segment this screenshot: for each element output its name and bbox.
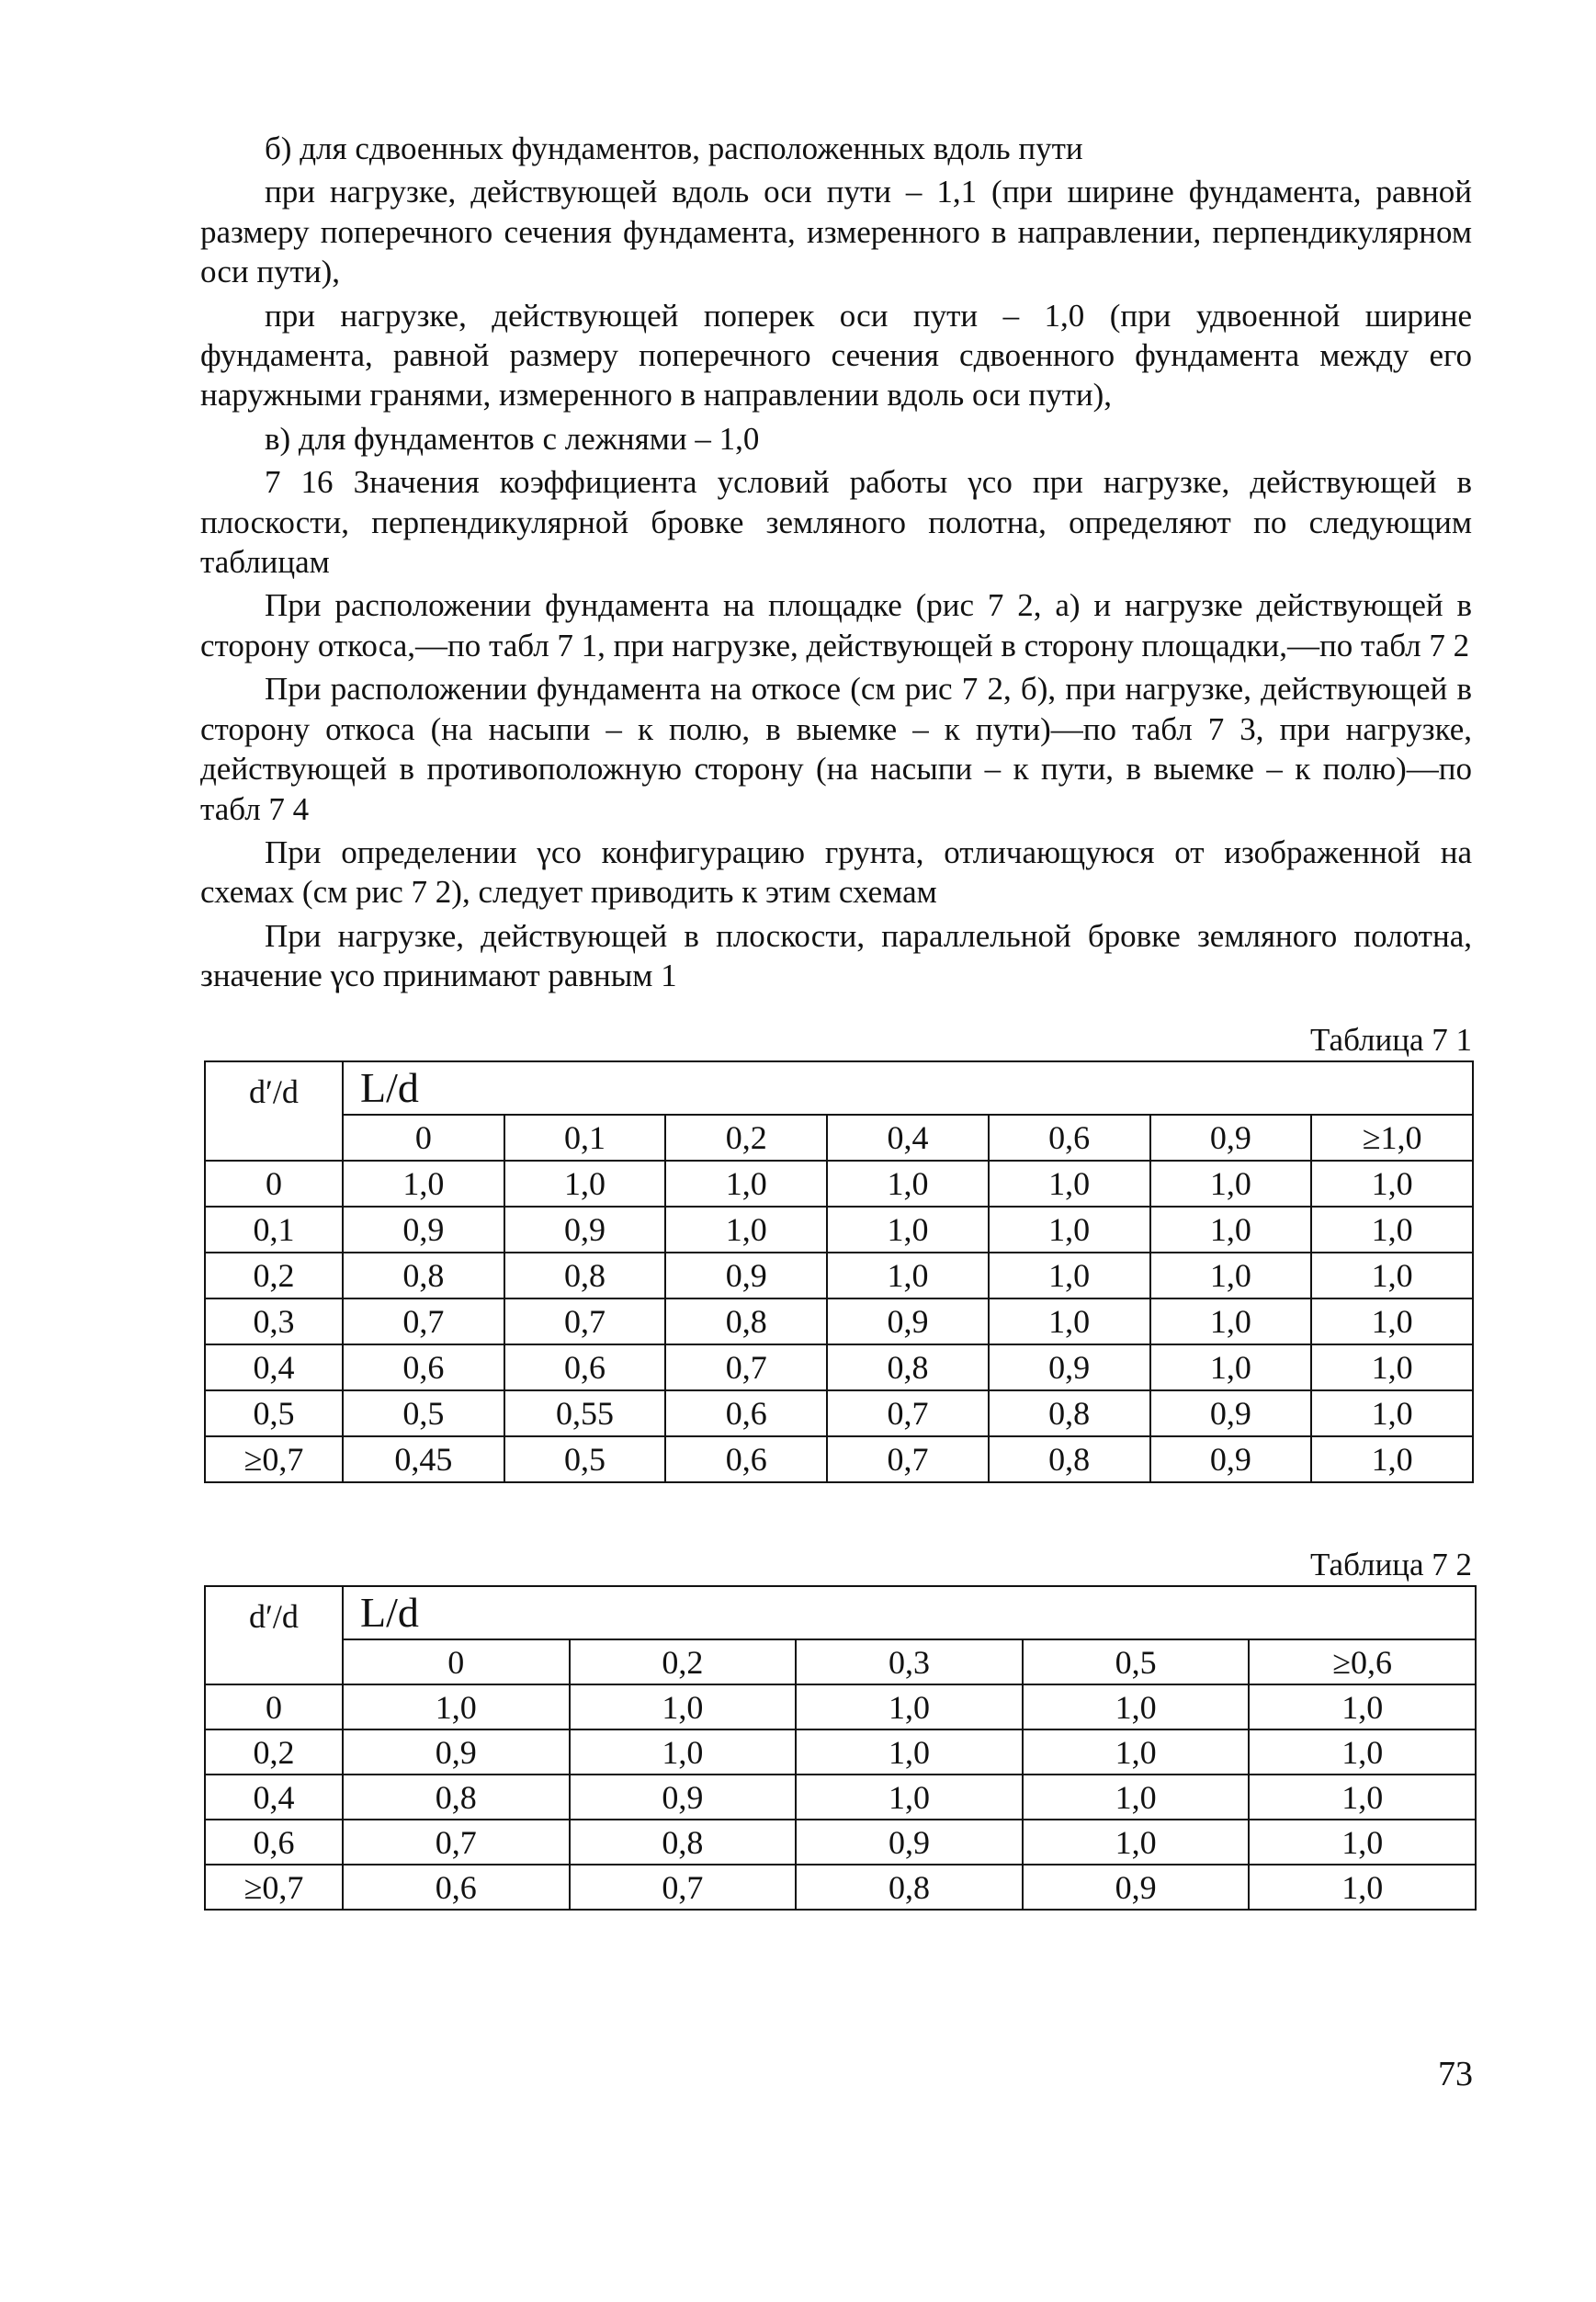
page-number: 73: [1438, 2055, 1473, 2093]
row-label: 0,4: [205, 1344, 343, 1390]
table-cell: 1,0: [1150, 1207, 1312, 1253]
table-row: [205, 1390, 1473, 1436]
table-cell: 0,9: [570, 1775, 797, 1820]
table-cell: 1,0: [1023, 1684, 1250, 1729]
table-row: [205, 1298, 1473, 1344]
table-cell: 1,0: [989, 1253, 1150, 1298]
column-header: ≥1,0: [1311, 1115, 1473, 1161]
table-cell: 0,7: [504, 1298, 666, 1344]
table-cell: 1,0: [1311, 1390, 1473, 1436]
corner-header: d′/d: [205, 1586, 343, 1684]
column-header: 0,5: [1023, 1639, 1250, 1684]
table-cell: 1,0: [1311, 1253, 1473, 1298]
table-row: [205, 1161, 1473, 1207]
table-row: [205, 1775, 1476, 1820]
table-cell: 0,7: [827, 1436, 989, 1482]
paragraph: При нагрузке, действующей в плоскости, параллельной бровке земляного полотна, значение γco принимают равным 1: [200, 917, 1472, 994]
table-cell: 1,0: [570, 1684, 797, 1729]
table-cell: 0,7: [343, 1298, 504, 1344]
table-row: [205, 1253, 1473, 1298]
table-cell: 1,0: [1023, 1820, 1250, 1865]
table-cell: 0,6: [665, 1436, 827, 1482]
table-cell: 0,7: [570, 1865, 797, 1910]
table-row: [205, 1436, 1473, 1482]
table-row: [205, 1729, 1476, 1775]
table-cell: 0,5: [343, 1390, 504, 1436]
paragraph: б) для сдвоенных фундаментов, расположенных вдоль пути: [265, 130, 1083, 166]
table-cell: 0,9: [504, 1207, 666, 1253]
row-label: 0,3: [205, 1298, 343, 1344]
table-cell: 1,0: [570, 1729, 797, 1775]
body-text: [200, 129, 1472, 996]
row-label: 0,5: [205, 1390, 343, 1436]
table-cell: 1,0: [827, 1207, 989, 1253]
table-cell: 1,0: [343, 1161, 504, 1207]
column-header: ≥0,6: [1249, 1639, 1476, 1684]
table-cell: 1,0: [1311, 1298, 1473, 1344]
row-label: 0,4: [205, 1775, 343, 1820]
table-cell: 1,0: [1249, 1729, 1476, 1775]
table-row: [205, 1865, 1476, 1910]
column-header: 0,4: [827, 1115, 989, 1161]
table-cell: 1,0: [989, 1207, 1150, 1253]
table-cell: 1,0: [665, 1207, 827, 1253]
table-cell: 1,0: [1311, 1436, 1473, 1482]
table-caption-7-2: Таблица 7 2: [1310, 1547, 1472, 1582]
table-cell: 0,8: [504, 1253, 666, 1298]
table-cell: 1,0: [1249, 1820, 1476, 1865]
table-cell: 0,9: [343, 1729, 570, 1775]
table-cell: 0,9: [1150, 1390, 1312, 1436]
table-cell: 1,0: [1311, 1161, 1473, 1207]
table-cell: 0,8: [796, 1865, 1023, 1910]
table-cell: 0,8: [989, 1390, 1150, 1436]
table-cell: 1,0: [343, 1684, 570, 1729]
table-cell: 1,0: [1249, 1684, 1476, 1729]
table-cell: 1,0: [665, 1161, 827, 1207]
table-cell: 1,0: [989, 1298, 1150, 1344]
table-cell: 0,9: [796, 1820, 1023, 1865]
row-label: 0,2: [205, 1253, 343, 1298]
table-cell: 0,7: [343, 1820, 570, 1865]
row-label: 0: [205, 1684, 343, 1729]
table-body: [205, 1684, 1476, 1910]
table-cell: 1,0: [1311, 1207, 1473, 1253]
table-cell: 1,0: [989, 1161, 1150, 1207]
column-header: 0,3: [796, 1639, 1023, 1684]
table-row: [205, 1684, 1476, 1729]
table-caption-7-1: Таблица 7 1: [1310, 1022, 1472, 1058]
table-cell: 0,45: [343, 1436, 504, 1482]
table-cell: 1,0: [1311, 1344, 1473, 1390]
table-cell: 1,0: [796, 1729, 1023, 1775]
table-cell: 0,9: [827, 1298, 989, 1344]
table-cell: 1,0: [1249, 1865, 1476, 1910]
column-header: 0,1: [504, 1115, 666, 1161]
table-cell: 0,8: [570, 1820, 797, 1865]
column-header: 0,2: [570, 1639, 797, 1684]
paragraph: в) для фундаментов с лежнями – 1,0: [265, 420, 760, 457]
row-label: 0,1: [205, 1207, 343, 1253]
table-cell: 0,8: [343, 1253, 504, 1298]
table-cell: 0,9: [1150, 1436, 1312, 1482]
table-cell: 1,0: [1249, 1775, 1476, 1820]
row-label: ≥0,7: [205, 1436, 343, 1482]
group-header: L/d: [343, 1586, 1476, 1639]
table-cell: 1,0: [1150, 1161, 1312, 1207]
table-cell: 1,0: [1023, 1775, 1250, 1820]
table-cell: 0,8: [665, 1298, 827, 1344]
table-body: [205, 1161, 1473, 1482]
table-cell: 1,0: [827, 1161, 989, 1207]
table-row: [205, 1820, 1476, 1865]
column-header: 0,2: [665, 1115, 827, 1161]
table-row: [205, 1344, 1473, 1390]
row-label: 0,2: [205, 1729, 343, 1775]
column-header: 0,6: [989, 1115, 1150, 1161]
table-cell: 0,6: [665, 1390, 827, 1436]
table-cell: 0,8: [989, 1436, 1150, 1482]
table-cell: 0,6: [343, 1344, 504, 1390]
table-cell: 0,7: [827, 1390, 989, 1436]
table-7-2: [204, 1585, 1477, 1911]
table-cell: 0,9: [989, 1344, 1150, 1390]
table-cell: 0,9: [1023, 1865, 1250, 1910]
table-cell: 0,5: [504, 1436, 666, 1482]
table-cell: 0,6: [343, 1865, 570, 1910]
paragraph: при нагрузке, действующей вдоль оси пути – 1,1 (при ширине фундамента, равной размеру поперечного сечения фундамента, измеренного в направлении, перпендикулярном оси пути),: [200, 174, 1472, 290]
table-cell: 0,8: [827, 1344, 989, 1390]
table-cell: 1,0: [796, 1684, 1023, 1729]
paragraph: При определении γco конфигурацию грунта, отличающуюся от изображенной на схемах (см рис 7 2), следует приводить к этим схемам: [200, 833, 1472, 911]
group-header: L/d: [343, 1061, 1473, 1115]
table-cell: 0,8: [343, 1775, 570, 1820]
column-header: 0,9: [1150, 1115, 1312, 1161]
table-cell: 1,0: [1023, 1729, 1250, 1775]
table-cell: 1,0: [1150, 1298, 1312, 1344]
table-cell: 1,0: [1150, 1253, 1312, 1298]
table-cell: 1,0: [796, 1775, 1023, 1820]
table-cell: 0,7: [665, 1344, 827, 1390]
table-7-1: [204, 1060, 1474, 1483]
table-cell: 0,9: [343, 1207, 504, 1253]
paragraph: при нагрузке, действующей поперек оси пути – 1,0 (при удвоенной ширине фундамента, равной размеру поперечного сечения сдвоенного фундамента между его наружными гранями, измеренного в направлении вдоль оси пути),: [200, 297, 1472, 414]
table-cell: 1,0: [1150, 1344, 1312, 1390]
row-label: ≥0,7: [205, 1865, 343, 1910]
row-label: 0: [205, 1161, 343, 1207]
paragraph: При расположении фундамента на площадке (рис 7 2, а) и нагрузке действующей в сторону откоса,—по табл 7 1, при нагрузке, действующей в сторону площадки,—по табл 7 2: [200, 587, 1472, 663]
column-header: 0: [343, 1639, 570, 1684]
table-cell: 1,0: [504, 1161, 666, 1207]
row-label: 0,6: [205, 1820, 343, 1865]
paragraph: При расположении фундамента на откосе (см рис 7 2, б), при нагрузке, действующей в сторону откоса (на насыпи – к полю, в выемке – к пути)—по табл 7 3, при нагрузке, действующей в противоположную сторону (на насыпи – к пути, в выемке – к полю)—по табл 7 4: [200, 671, 1472, 827]
corner-header: d′/d: [205, 1061, 343, 1161]
table-cell: 0,55: [504, 1390, 666, 1436]
paragraph: 7 16 Значения коэффициента условий работы γco при нагрузке, действующей в плоскости, перпендикулярной бровке земляного полотна, определяют по следующим таблицам: [200, 464, 1472, 581]
column-header: 0: [343, 1115, 504, 1161]
table-cell: 0,6: [504, 1344, 666, 1390]
table-cell: 1,0: [827, 1253, 989, 1298]
table-row: [205, 1207, 1473, 1253]
table-cell: 0,9: [665, 1253, 827, 1298]
